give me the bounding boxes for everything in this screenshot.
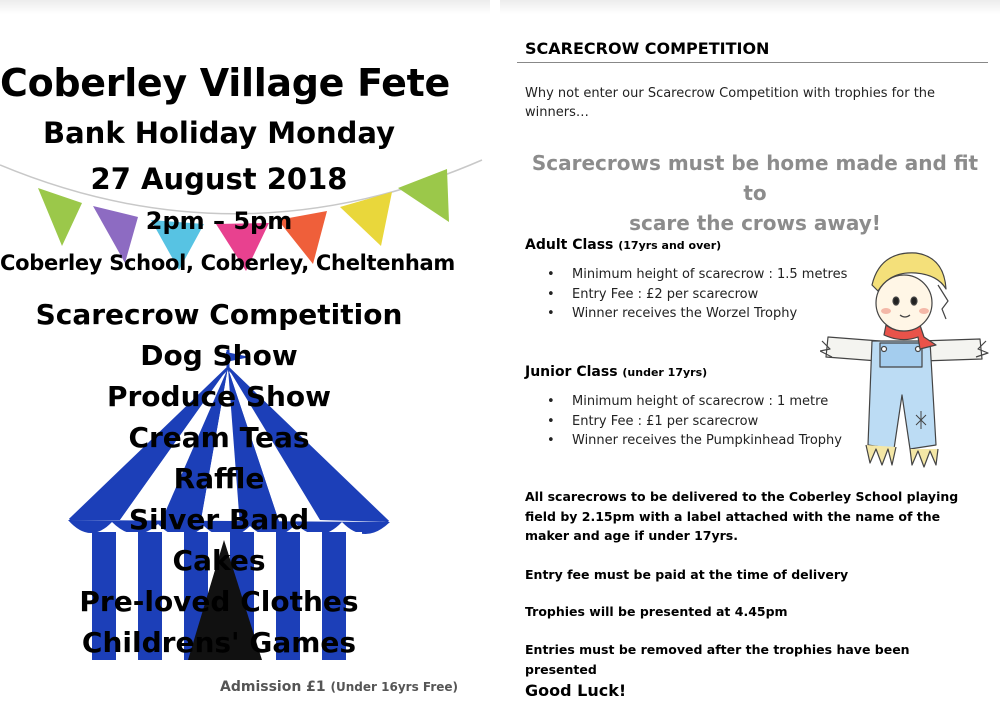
attraction-item: Scarecrow Competition	[35, 298, 403, 331]
payment-note: Entry fee must be paid at the time of delivery	[525, 567, 849, 582]
closing-text: Good Luck!	[525, 681, 627, 700]
list-item: • Winner receives the Pumpkinhead Trophy	[547, 431, 842, 451]
section-heading: SCARECROW COMPETITION	[525, 39, 770, 58]
scarecrow-illustration	[820, 245, 990, 475]
slogan-line: scare the crows away!	[629, 211, 881, 235]
intro-text: Why not enter our Scarecrow Competition with trophies for the winners…	[525, 86, 936, 120]
bullet-icon: •	[547, 433, 555, 448]
adult-class-heading	[525, 235, 721, 256]
adult-class-rules	[547, 265, 847, 324]
scarecrow-rules-page	[500, 0, 1000, 707]
slogan	[525, 148, 985, 238]
attraction-item: Pre-loved Clothes	[79, 585, 359, 618]
bullet-icon: •	[547, 286, 555, 302]
bullet-icon: •	[547, 267, 555, 282]
adult-class-note: (17yrs and over)	[618, 239, 722, 252]
event-time: 2pm – 5pm	[145, 207, 293, 235]
removal-note: Entries must be removed after the trophies have been presented	[525, 642, 910, 677]
delivery-note: All scarecrows to be delivered to the Coberley School playing field by 2.15pm with a label attached with the name of the maker and age if under 17yrs.	[525, 489, 959, 543]
admission-info	[220, 678, 458, 696]
event-venue: Coberley School, Coberley, Cheltenham	[0, 251, 455, 275]
attraction-item: Silver Band	[128, 503, 310, 536]
slogan-line: Scarecrows must be home made and fit to	[531, 151, 979, 205]
admission-price: Admission £1	[220, 679, 326, 695]
junior-class-label: Junior Class	[525, 364, 618, 380]
adult-class-label: Adult Class	[525, 237, 614, 253]
attraction-item: Cakes	[172, 544, 266, 577]
attraction-item: Childrens' Games	[81, 626, 357, 659]
fete-poster-page	[0, 0, 490, 707]
attraction-item: Dog Show	[140, 339, 298, 372]
trophy-note: Trophies will be presented at 4.45pm	[525, 604, 788, 619]
admission-note: (Under 16yrs Free)	[330, 680, 458, 694]
junior-class-heading	[525, 362, 707, 383]
bullet-icon: •	[547, 306, 555, 321]
junior-class-note: (under 17yrs)	[622, 366, 708, 379]
list-item: • Entry Fee : £2 per scarecrow	[547, 285, 847, 305]
list-item: • Minimum height of scarecrow : 1 metre	[547, 392, 842, 412]
list-item: • Winner receives the Worzel Trophy	[547, 304, 847, 324]
event-title: Coberley Village Fete	[0, 61, 450, 105]
junior-class-rules	[547, 392, 842, 451]
attraction-item: Cream Teas	[128, 421, 310, 454]
list-item: • Entry Fee : £1 per scarecrow	[547, 412, 842, 432]
attraction-item: Raffle	[173, 462, 265, 495]
event-date-line2: 27 August 2018	[90, 162, 348, 196]
attraction-item: Produce Show	[106, 380, 332, 413]
page-top-shadow	[500, 0, 1000, 14]
bullet-icon: •	[547, 394, 555, 409]
bullet-icon: •	[547, 413, 555, 429]
event-date-line1: Bank Holiday Monday	[43, 116, 395, 150]
list-item: • Minimum height of scarecrow : 1.5 metres	[547, 265, 847, 285]
heading-divider	[517, 62, 988, 63]
